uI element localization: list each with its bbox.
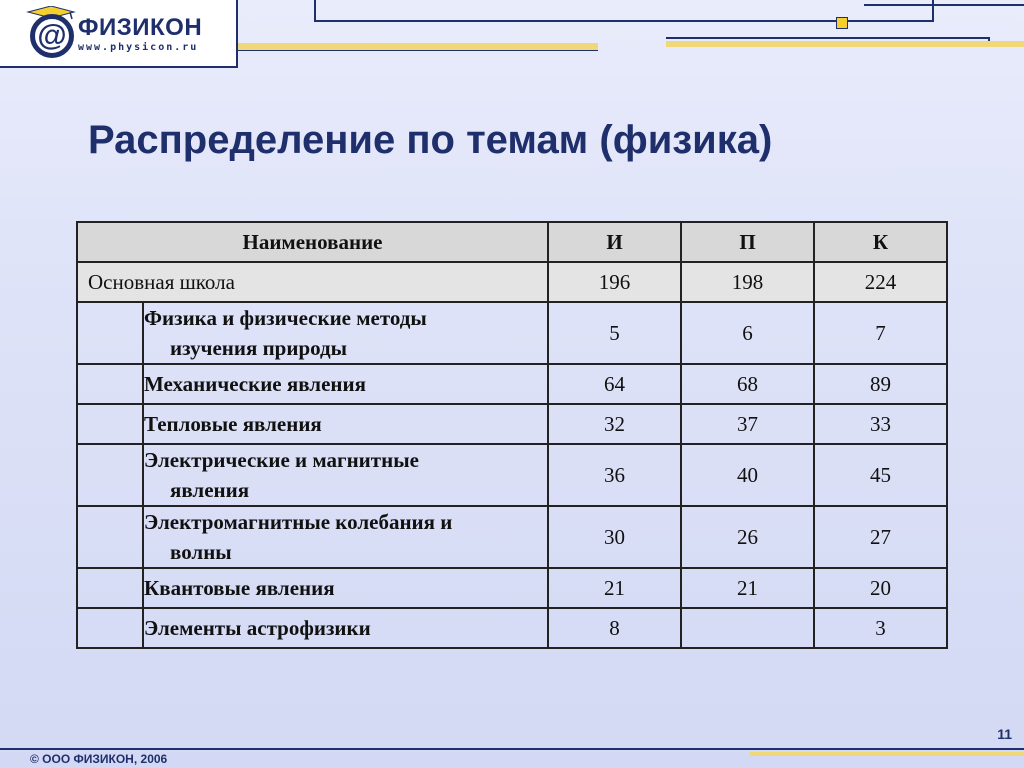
cell-p: 26 (681, 506, 814, 568)
table-row (77, 302, 947, 364)
decor-square (836, 17, 848, 29)
cell-k: 20 (814, 568, 947, 608)
cell-i: 32 (548, 404, 681, 444)
logo-at-icon: @ (30, 14, 74, 58)
logo-box (0, 0, 238, 68)
cell-p (681, 608, 814, 648)
cell-k: 33 (814, 404, 947, 444)
indent-cell (77, 568, 143, 608)
table-header-row (77, 222, 947, 262)
topic-cell: Механические явления (143, 364, 548, 404)
cell-p: 21 (681, 568, 814, 608)
indent-cell (77, 364, 143, 404)
indent-cell (77, 404, 143, 444)
cell-p: 6 (681, 302, 814, 364)
footer-divider (0, 748, 1024, 750)
topic-cell (143, 506, 548, 568)
logo-name: ФИЗИКОН (78, 14, 203, 41)
cell-i: 36 (548, 444, 681, 506)
cell-p: 40 (681, 444, 814, 506)
cell-i: 196 (548, 262, 681, 302)
page-number: 11 (997, 726, 1012, 742)
table-row (77, 364, 947, 404)
footer-accent-line (750, 752, 1024, 756)
topic-line: Электрические и магнитные (144, 448, 419, 472)
logo-url: www.physicon.ru (78, 42, 199, 53)
header-divider (238, 50, 598, 51)
topics-table (76, 221, 948, 649)
header-p: П (681, 222, 814, 262)
topic-line: Электромагнитные колебания и (144, 510, 453, 534)
indent-cell (77, 506, 143, 568)
header-divider (864, 4, 1024, 6)
cell-k: 27 (814, 506, 947, 568)
topic-cell (143, 444, 548, 506)
copyright-text: © ООО ФИЗИКОН, 2006 (30, 752, 168, 766)
topic-cell: Квантовые явления (143, 568, 548, 608)
topic-cell (143, 302, 548, 364)
table-row (77, 404, 947, 444)
cell-k: 89 (814, 364, 947, 404)
table-row (77, 568, 947, 608)
header-accent-line (238, 43, 598, 50)
cell-p: 198 (681, 262, 814, 302)
cell-k: 224 (814, 262, 947, 302)
indent-cell (77, 444, 143, 506)
table-row (77, 506, 947, 568)
header-divider (314, 0, 316, 20)
topic-line-cont: изучения природы (170, 336, 348, 360)
cell-i: 8 (548, 608, 681, 648)
cell-p: 68 (681, 364, 814, 404)
topic-line: Физика и физические методы (144, 306, 427, 330)
table-row (77, 444, 947, 506)
cell-p: 37 (681, 404, 814, 444)
header-k: К (814, 222, 947, 262)
cell-i: 5 (548, 302, 681, 364)
topic-line-cont: явления (170, 478, 250, 502)
cell-i: 30 (548, 506, 681, 568)
header-i: И (548, 222, 681, 262)
cell-i: 64 (548, 364, 681, 404)
cell-k: 45 (814, 444, 947, 506)
indent-cell (77, 608, 143, 648)
table-row (77, 608, 947, 648)
topic-cell: Тепловые явления (143, 404, 548, 444)
header-name: Наименование (77, 222, 548, 262)
header-divider (666, 37, 990, 39)
table-row-main (77, 262, 947, 302)
indent-cell (77, 302, 143, 364)
topic-line-cont: волны (170, 540, 232, 564)
topic-cell: Элементы астрофизики (143, 608, 548, 648)
header-accent-line (666, 41, 1024, 47)
cell-i: 21 (548, 568, 681, 608)
cell-k: 7 (814, 302, 947, 364)
main-row-label: Основная школа (77, 262, 548, 302)
page-title: Распределение по темам (физика) (88, 118, 773, 162)
cell-k: 3 (814, 608, 947, 648)
